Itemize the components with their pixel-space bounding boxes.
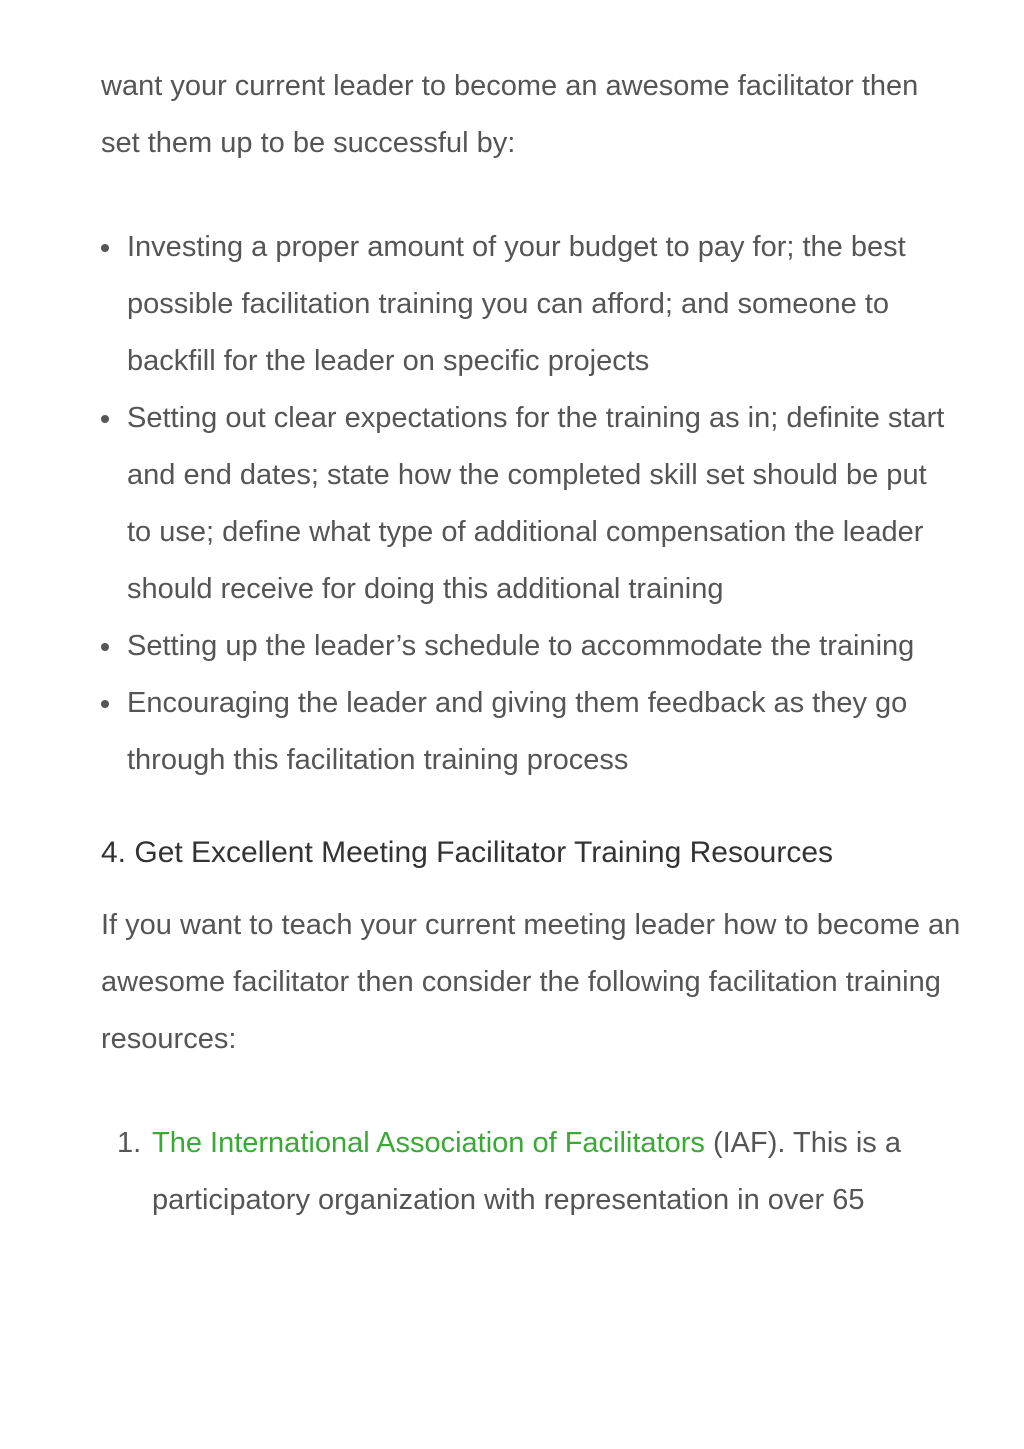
resource-number: 1. bbox=[117, 1127, 142, 1159]
resource-item bbox=[101, 1115, 952, 1229]
bullet-icon bbox=[101, 244, 109, 252]
list-item-text: Investing a proper amount of your budget to pay for; the best possible facilitation training you can afford; and someone to backfill for the leader on specific projects bbox=[127, 231, 906, 377]
list-item-text: Setting out clear expectations for the training as in; definite start and end dates; state how the completed skill set should be put to use; define what type of additional compensation the leader should receive for doing this additional training bbox=[127, 402, 945, 605]
resource-list bbox=[101, 1115, 961, 1229]
bullet-list bbox=[101, 219, 961, 789]
list-item bbox=[101, 618, 947, 675]
bullet-icon bbox=[101, 700, 109, 708]
list-item bbox=[101, 390, 947, 618]
iaf-link[interactable]: The International Association of Facilitators bbox=[152, 1127, 705, 1159]
list-item-text: Encouraging the leader and giving them feedback as they go through this facilitation training process bbox=[127, 687, 908, 776]
resource-description: (IAF). This is a participatory organization with representation in over 65 bbox=[152, 1127, 901, 1216]
list-item bbox=[101, 219, 947, 390]
bullet-icon bbox=[101, 643, 109, 651]
section-paragraph: If you want to teach your current meeting leader how to become an awesome facilitator then consider the following facilitation training resources: bbox=[101, 909, 961, 1055]
section-heading: 4. Get Excellent Meeting Facilitator Training Resources bbox=[101, 836, 833, 869]
list-item bbox=[101, 675, 947, 789]
article-content bbox=[101, 58, 961, 1229]
bullet-icon bbox=[101, 415, 109, 423]
list-item-text: Setting up the leader’s schedule to accommodate the training bbox=[127, 630, 915, 662]
intro-paragraph: want your current leader to become an awesome facilitator then set them up to be successful by: bbox=[101, 70, 919, 159]
